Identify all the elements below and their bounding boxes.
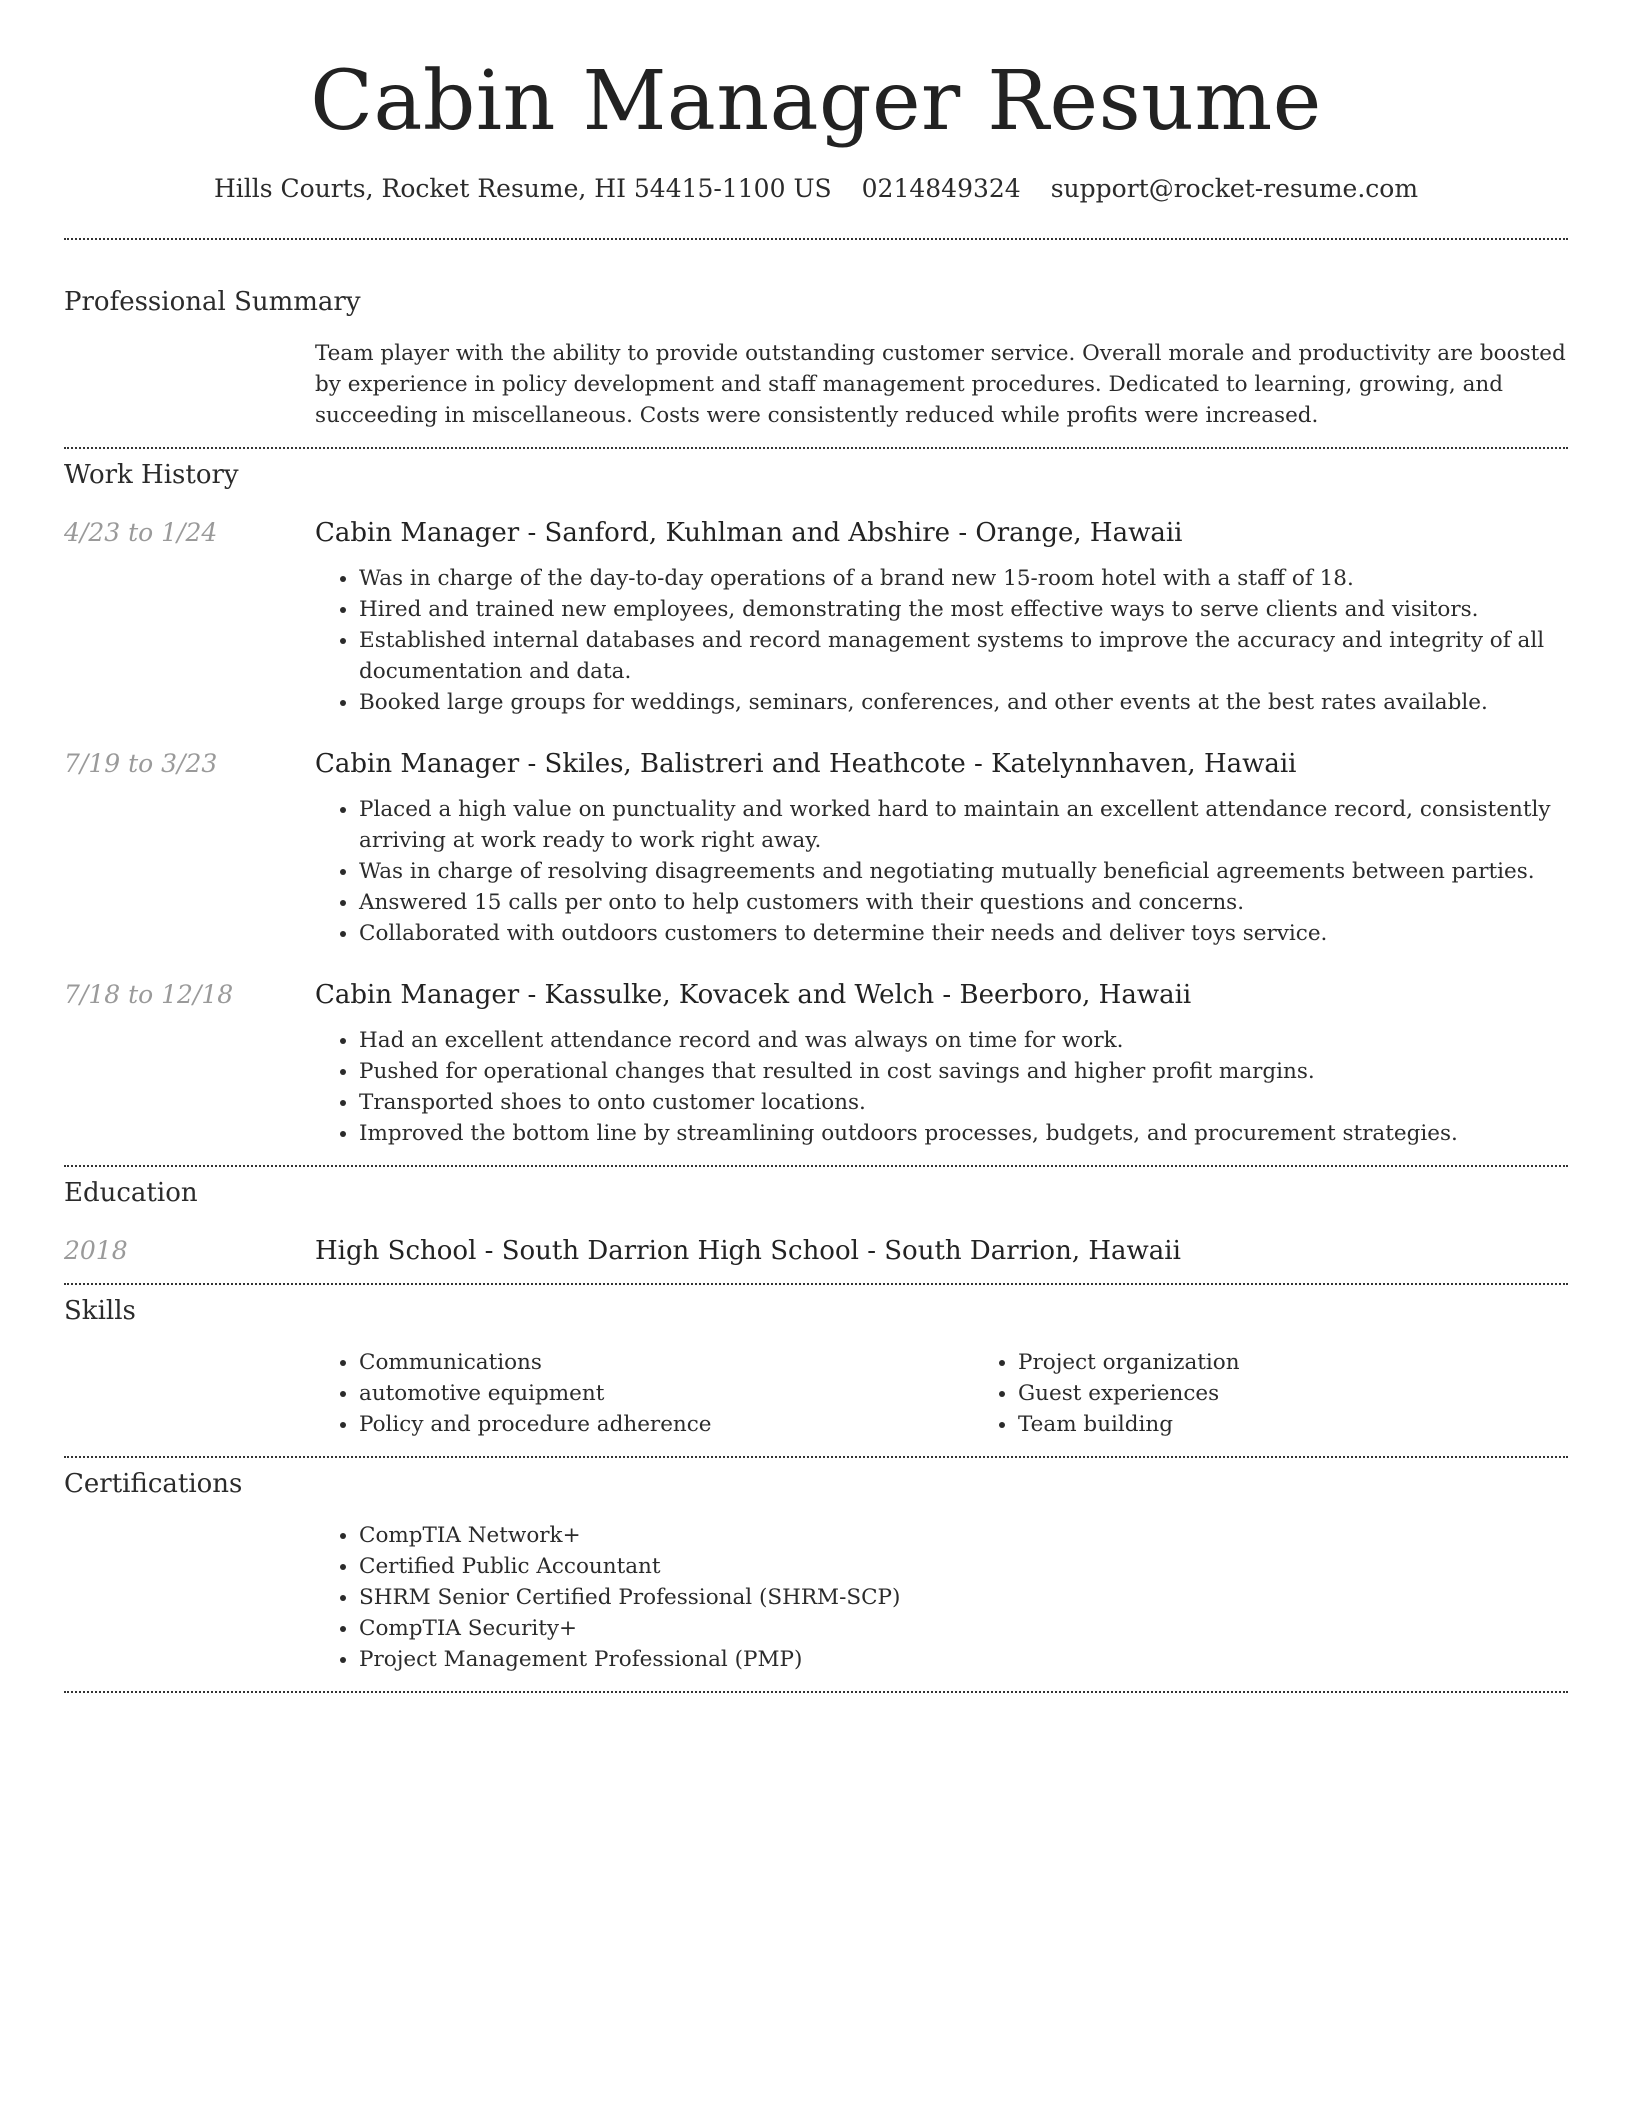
resume-title: Cabin Manager Resume (310, 54, 1322, 149)
contact-phone: 0214849324 (861, 174, 1021, 203)
job-entry (64, 748, 1568, 949)
list-item: • Placed a high value on punctuality and worked hard to maintain an excellent attendance record, consistently arriving at work ready to work right away. (359, 794, 1568, 856)
job-entry (64, 517, 1568, 718)
list-item: • Answered 15 calls per onto to help customers with their questions and concerns. (359, 887, 1568, 918)
list-item: • Collaborated with outdoors customers to determine their needs and deliver toys service. (359, 918, 1568, 949)
contact-address: Hills Courts, Rocket Resume, HI 54415-1100 US (213, 174, 832, 203)
summary-text: Team player with the ability to provide outstanding customer service. Overall morale and productivity are boosted by experience in policy development and staff management procedures. Dedicated to learning, growing, and succeeding in miscellaneous. Costs were consistently reduced while profits were increased. (315, 341, 1566, 428)
list-item: • Certified Public Accountant (359, 1551, 1568, 1582)
job-bullets (315, 794, 1568, 949)
list-item: • Pushed for operational changes that resulted in cost savings and higher profit margins. (359, 1056, 1568, 1087)
work-history-heading: Work History (64, 460, 239, 490)
job-title: Cabin Manager - Sanford, Kuhlman and Abshire - Orange, Hawaii (315, 518, 1183, 548)
job-date: 7/18 to 12/18 (64, 980, 234, 1009)
list-item: • Transported shoes to onto customer locations. (359, 1087, 1568, 1118)
education-date: 2018 (64, 1236, 128, 1265)
list-item: • Communications (359, 1347, 974, 1378)
job-title: Cabin Manager - Skiles, Balistreri and Heathcote - Katelynnhaven, Hawaii (315, 749, 1297, 779)
list-item: • Team building (1018, 1409, 1632, 1440)
skills-list-left (315, 1347, 974, 1440)
summary-section (64, 240, 1568, 447)
list-item: • Booked large groups for weddings, seminars, conferences, and other events at the best rates available. (359, 687, 1568, 718)
list-item: • Improved the bottom line by streamlining outdoors processes, budgets, and procurement strategies. (359, 1118, 1568, 1149)
list-item: • Established internal databases and record management systems to improve the accuracy and integrity of all documentation and data. (359, 625, 1568, 687)
resume-header (64, 0, 1568, 206)
certifications-section (64, 1458, 1568, 1691)
list-item: • CompTIA Network+ (359, 1520, 1568, 1551)
job-bullets (315, 1025, 1568, 1149)
list-item: • Guest experiences (1018, 1378, 1632, 1409)
summary-heading: Professional Summary (64, 287, 361, 317)
contact-line (64, 172, 1568, 206)
list-item: • Project organization (1018, 1347, 1632, 1378)
job-title: Cabin Manager - Kassulke, Kovacek and Welch - Beerboro, Hawaii (315, 980, 1192, 1010)
job-date: 7/19 to 3/23 (64, 749, 218, 778)
list-item: • Hired and trained new employees, demonstrating the most effective ways to serve clients and visitors. (359, 594, 1568, 625)
contact-email: support@rocket-resume.com (1050, 174, 1419, 203)
education-entry: High School - South Darrion High School - South Darrion, Hawaii (315, 1236, 1181, 1266)
education-heading: Education (64, 1178, 198, 1208)
skills-section (64, 1285, 1568, 1456)
certifications-heading: Certifications (64, 1469, 243, 1499)
work-history-section (64, 449, 1568, 1165)
skills-heading: Skills (64, 1296, 136, 1326)
list-item: • CompTIA Security+ (359, 1613, 1568, 1644)
list-item: • SHRM Senior Certified Professional (SHRM-SCP) (359, 1582, 1568, 1613)
job-entry (64, 979, 1568, 1149)
education-section (64, 1167, 1568, 1283)
job-bullets (315, 563, 1568, 718)
list-item: • Had an excellent attendance record and was always on time for work. (359, 1025, 1568, 1056)
list-item: • Was in charge of resolving disagreements and negotiating mutually beneficial agreements between parties. (359, 856, 1568, 887)
job-date: 4/23 to 1/24 (64, 518, 218, 547)
list-item: • automotive equipment (359, 1378, 974, 1409)
list-item: • Was in charge of the day-to-day operations of a brand new 15-room hotel with a staff of 18. (359, 563, 1568, 594)
list-item: • Policy and procedure adherence (359, 1409, 974, 1440)
list-item: • Project Management Professional (PMP) (359, 1644, 1568, 1675)
divider (64, 1691, 1568, 1693)
certifications-list (315, 1520, 1568, 1675)
skills-list-right (974, 1347, 1632, 1440)
